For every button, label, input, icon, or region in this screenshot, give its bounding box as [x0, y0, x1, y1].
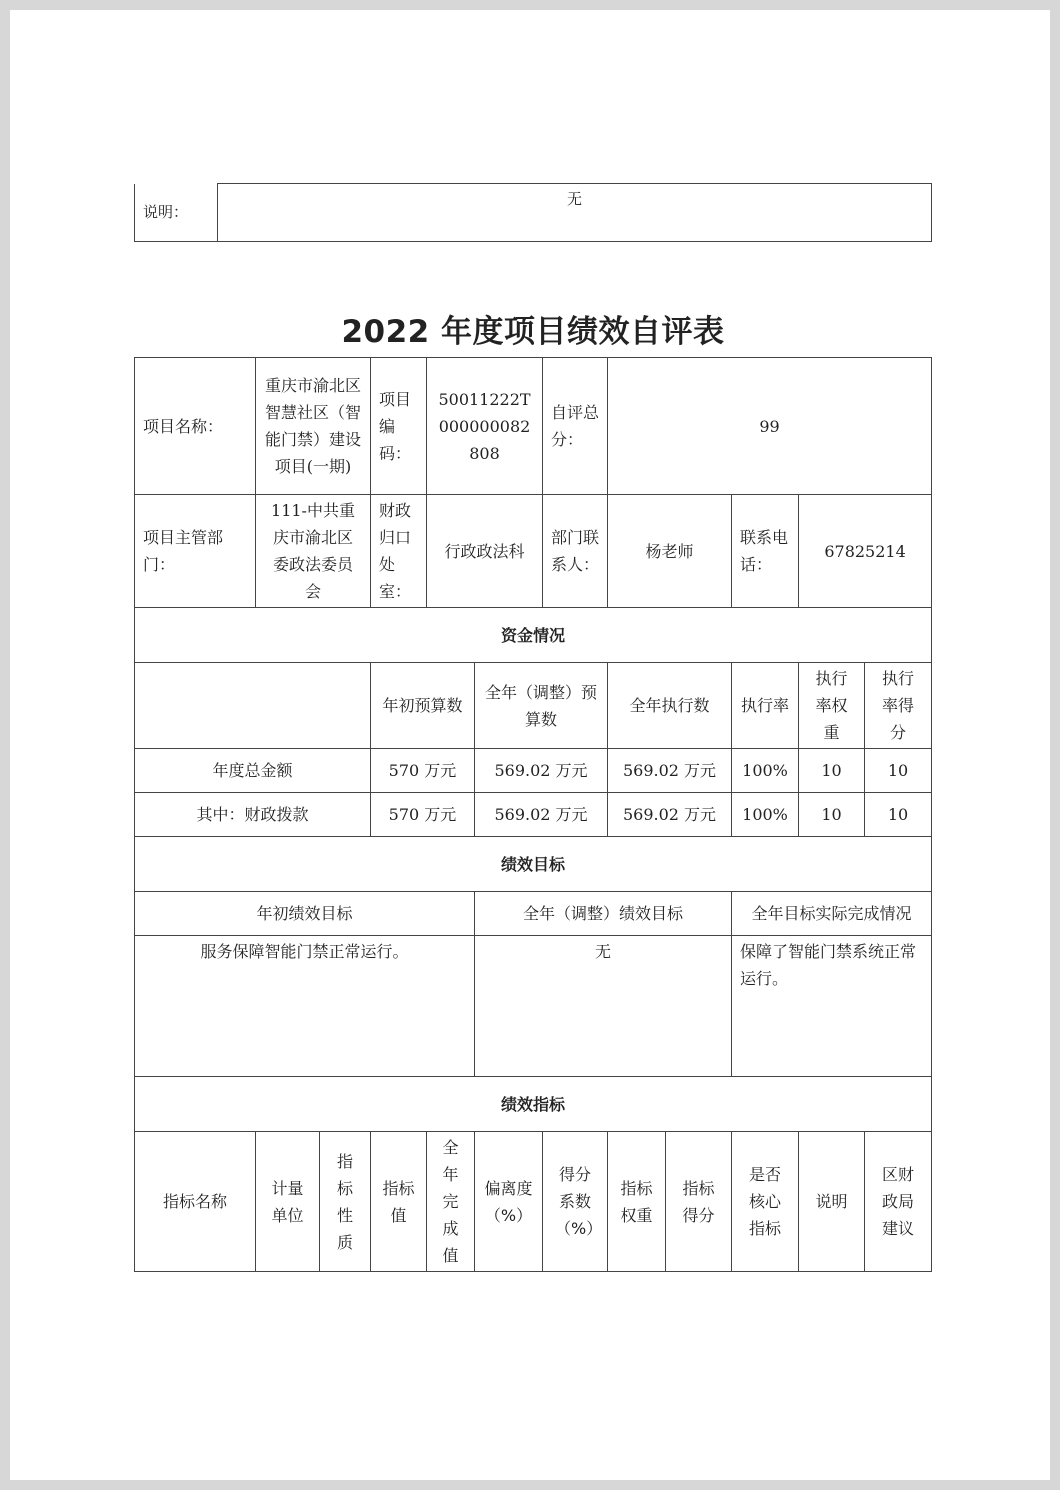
goals-section-header: 绩效目标	[135, 837, 932, 892]
indicator-header-unit: 计量单位	[256, 1132, 320, 1272]
dept-value: 111-中共重庆市渝北区委政法委员会	[256, 495, 371, 608]
funds-cell: 569.02 万元	[475, 793, 608, 837]
funds-section-header: 资金情况	[135, 608, 932, 663]
project-code-value: 50011222T000000082808	[427, 358, 543, 495]
funds-cell: 100%	[732, 793, 799, 837]
goals-value-initial: 服务保障智能门禁正常运行。	[135, 936, 475, 1077]
funds-row-label: 其中：财政拨款	[135, 793, 371, 837]
funds-header-exec-rate-visible: 执行率	[732, 663, 799, 749]
score-value: 99	[608, 358, 932, 495]
contact-value: 杨老师	[608, 495, 732, 608]
phone-label: 联系电话：	[732, 495, 799, 608]
indicator-header-completed: 全年完成值	[427, 1132, 475, 1272]
funds-cell: 569.02 万元	[475, 749, 608, 793]
funds-header-weight: 执行率权重	[799, 663, 865, 749]
funds-header-blank	[135, 663, 371, 749]
project-name-value: 重庆市渝北区智慧社区（智能门禁）建设项目(一期)	[256, 358, 371, 495]
page-title: 2022 年度项目绩效自评表	[341, 314, 725, 350]
indicator-header-coefficient: 得分系数（%）	[543, 1132, 608, 1272]
note-label: 说明：	[135, 184, 218, 242]
indicators-section-header: 绩效指标	[135, 1077, 932, 1132]
indicator-header-note: 说明	[799, 1132, 865, 1272]
indicator-header-deviation: 偏离度（%）	[475, 1132, 543, 1272]
indicator-header-weight: 指标权重	[608, 1132, 666, 1272]
indicator-header-core: 是否核心指标	[732, 1132, 799, 1272]
funds-header-adjusted-budget: 全年（调整）预算数	[475, 663, 608, 749]
funds-cell: 569.02 万元	[608, 749, 732, 793]
indicator-header-name: 指标名称	[135, 1132, 256, 1272]
score-label: 自评总分：	[543, 358, 608, 495]
finance-office-value: 行政政法科	[427, 495, 543, 608]
funds-row-label: 年度总金额	[135, 749, 371, 793]
evaluation-form	[134, 357, 932, 1272]
contact-label: 部门联系人：	[543, 495, 608, 608]
funds-header-executed: 全年执行数	[608, 663, 732, 749]
funds-cell: 10	[799, 749, 865, 793]
project-name-label: 项目名称：	[135, 358, 256, 495]
phone-value: 67825214	[799, 495, 932, 608]
goals-value-adjusted: 无	[475, 936, 732, 1077]
indicator-header-score: 指标得分	[666, 1132, 732, 1272]
dept-label: 项目主管部门：	[135, 495, 256, 608]
goals-header-actual: 全年目标实际完成情况	[732, 892, 932, 936]
main-table	[134, 357, 932, 1272]
indicator-header-value: 指标值	[371, 1132, 427, 1272]
funds-header-initial-budget: 年初预算数	[371, 663, 475, 749]
funds-header-score: 执行率得分	[865, 663, 932, 749]
funds-cell: 570 万元	[371, 793, 475, 837]
funds-cell: 10	[865, 749, 932, 793]
funds-cell: 10	[865, 793, 932, 837]
indicator-header-nature: 指标性质	[320, 1132, 371, 1272]
goals-value-actual: 保障了智能门禁系统正常运行。	[732, 936, 932, 1077]
goals-header-initial: 年初绩效目标	[135, 892, 475, 936]
goals-header-adjusted: 全年（调整）绩效目标	[475, 892, 732, 936]
note-table	[134, 183, 932, 242]
funds-cell: 569.02 万元	[608, 793, 732, 837]
funds-cell: 100%	[732, 749, 799, 793]
funds-cell: 570 万元	[371, 749, 475, 793]
finance-office-label: 财政归口处室：	[371, 495, 427, 608]
table-row	[135, 749, 932, 793]
note-value: 无	[218, 184, 932, 242]
funds-cell: 10	[799, 793, 865, 837]
indicator-header-suggestion: 区财政局建议	[865, 1132, 932, 1272]
table-row	[135, 793, 932, 837]
project-code-label: 项目编码：	[371, 358, 427, 495]
